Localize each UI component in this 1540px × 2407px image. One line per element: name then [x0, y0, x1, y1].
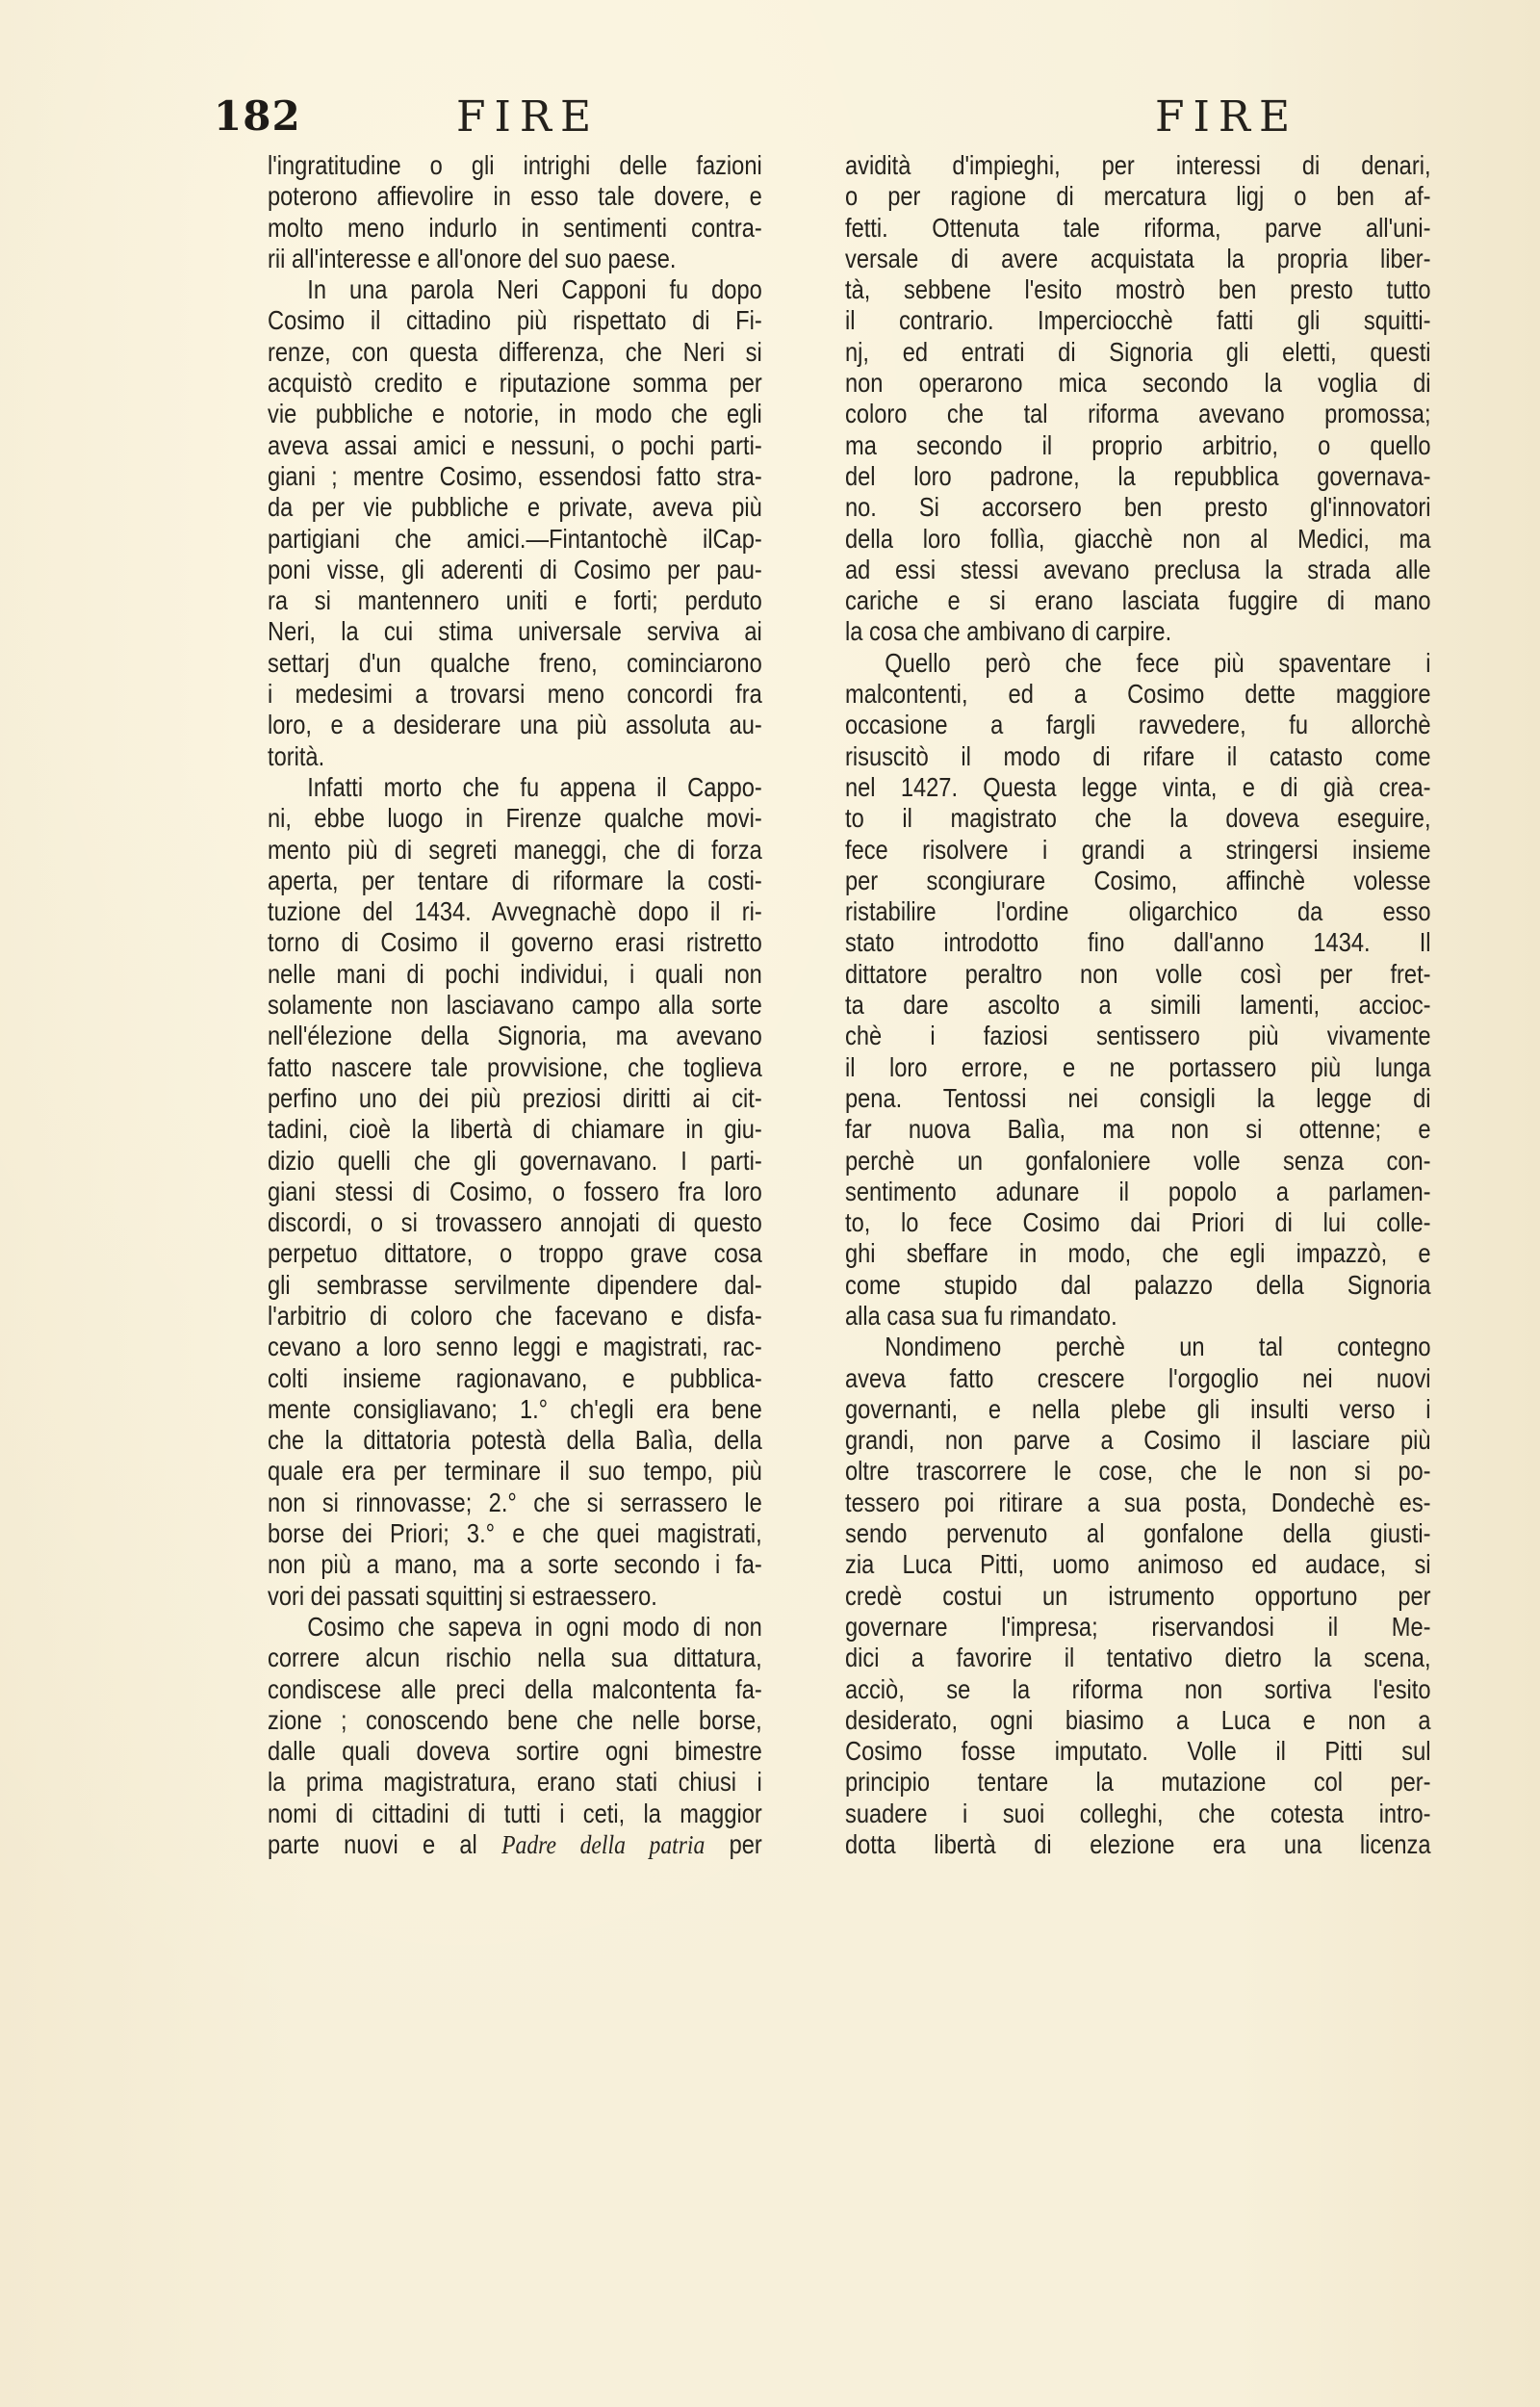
text-line: versale di avere acquistata la propria liber- [845, 243, 1431, 273]
text-line: mente consigliavano; 1.° ch'egli era bene [268, 1393, 762, 1424]
text-line: l'arbitrio di coloro che facevano e disfa- [268, 1300, 762, 1331]
text-line: l'ingratitudine o gli intrighi delle fazioni [268, 150, 762, 180]
text-line: ni, ebbe luogo in Firenze qualche movi- [268, 803, 762, 834]
text-line: per scongiurare Cosimo, affinchè volesse [845, 865, 1431, 895]
text-line: acquistò credito e riputazione somma per [268, 368, 762, 399]
text-line: ma secondo il proprio arbitrio, o quello [845, 429, 1431, 460]
text-line: perchè un gonfaloniere volle senza con- [845, 1145, 1431, 1176]
text-line: alla casa sua fu rimandato. [845, 1300, 1117, 1331]
text-line: aveva fatto crescere l'orgoglio nei nuovi [845, 1362, 1431, 1393]
text-line: avidità d'impieghi, per interessi di denari, [845, 150, 1431, 180]
text-line: non si rinnovasse; 2.° che si serrassero le [268, 1487, 762, 1517]
text-line: fece risolvere i grandi a stringersi insieme [845, 834, 1431, 865]
text-line: vie pubbliche e notorie, in modo che egli [268, 399, 762, 429]
text-line: governanti, e nella plebe gli insulti verso i [845, 1393, 1431, 1424]
text-line: grandi, non parve a Cosimo il lasciare più [845, 1425, 1431, 1456]
text-line: borse dei Priori; 3.° e che quei magistrati, [268, 1518, 762, 1549]
text-line: far nuova Balìa, ma non si ottenne; e [845, 1114, 1431, 1145]
text-line: oltre trascorrere le cose, che le non si po- [845, 1456, 1431, 1487]
text-line: governare l'impresa; riservandosi il Me- [845, 1611, 1431, 1642]
text-line: occasione a fargli ravvedere, fu allorchè [845, 710, 1431, 740]
text-line: dizio quelli che gli governavano. I parti- [268, 1145, 762, 1176]
text-line: chè i faziosi sentissero più vivamente [845, 1021, 1431, 1051]
text-line: zia Luca Pitti, uomo animoso ed audace, si [845, 1549, 1431, 1580]
running-head-left: FIRE [456, 92, 601, 142]
running-head-right: FIRE [1155, 92, 1299, 142]
text-line: perfino uno dei più preziosi diritti ai cit- [268, 1082, 762, 1113]
italic-title-padre-della-patria: Padre della patria [501, 1829, 706, 1860]
text-line: dici a favorire il tentativo dietro la scena, [845, 1643, 1431, 1673]
text-line: tuzione del 1434. Avvegnachè dopo il ri- [268, 896, 762, 927]
text-line: stato introdotto fino dall'anno 1434. Il [845, 927, 1431, 958]
text-line: torità. [268, 740, 325, 771]
paragraph-first-line: Cosimo che sapeva in ogni modo di non [307, 1611, 762, 1642]
text-line: il contrario. Imperciocchè fatti gli squitti- [845, 305, 1431, 336]
text-line: fatto nascere tale provvisione, che toglieva [268, 1051, 762, 1082]
text-line: rii all'interesse e all'onore del suo paese. [268, 243, 677, 273]
text-line: tà, sebbene l'esito mostrò ben presto tutto [845, 274, 1431, 305]
text-line: torno di Cosimo il governo erasi ristretto [268, 927, 762, 958]
text-line: giani ; mentre Cosimo, essendosi fatto stra- [268, 460, 762, 491]
text-line: tadini, cioè la libertà di chiamare in giu- [268, 1114, 762, 1145]
text-line: nomi di cittadini di tutti i ceti, la maggior [268, 1798, 762, 1828]
text-line: o per ragione di mercatura ligj o ben af- [845, 181, 1431, 212]
text-line: che la dittatoria potestà della Balìa, della [268, 1425, 762, 1456]
text-line: molto meno indurlo in sentimenti contra- [268, 212, 762, 243]
text-line: to, lo fece Cosimo dai Priori di lui colle- [845, 1207, 1431, 1238]
text-line: desiderato, ogni biasimo a Luca e non a [845, 1704, 1431, 1735]
text-line: da per vie pubbliche e private, aveva più [268, 492, 762, 523]
text-line: renze, con questa differenza, che Neri si [268, 336, 762, 367]
text-fragment: per [729, 1829, 762, 1860]
text-line: loro, e a desiderare una più assoluta au- [268, 710, 762, 740]
text-line: dalle quali doveva sortire ogni bimestre [268, 1736, 762, 1767]
text-line: condiscese alle preci della malcontenta fa- [268, 1673, 762, 1704]
paragraph-first-line: Infatti morto che fu appena il Cappo- [307, 771, 762, 802]
text-line: tessero poi ritirare a sua posta, Dondechè es- [845, 1487, 1431, 1517]
paragraph-first-line: Quello però che fece più spaventare i [885, 647, 1431, 678]
paragraph-first-line: In una parola Neri Capponi fu dopo [307, 274, 762, 305]
text-line: coloro che tal riforma avevano promossa; [845, 399, 1431, 429]
text-line: Neri, la cui stima universale serviva ai [268, 616, 762, 647]
text-line: partigiani che amici.—Fintantochè ilCap- [268, 523, 762, 554]
text-line: perpetuo dittatore, o troppo grave cosa [268, 1238, 762, 1269]
paragraph-first-line: Nondimeno perchè un tal contegno [885, 1332, 1431, 1362]
text-line: non più a mano, ma a sorte secondo i fa- [268, 1549, 762, 1580]
text-line: giani stessi di Cosimo, o fossero fra loro [268, 1176, 762, 1206]
text-line: i medesimi a trovarsi meno concordi fra [268, 679, 762, 710]
text-line: sendo pervenuto al gonfalone della giusti- [845, 1518, 1431, 1549]
text-line: vori dei passati squittinj si estraessero. [268, 1580, 657, 1611]
text-line: settarj d'un qualche freno, cominciarono [268, 647, 762, 678]
text-line: ristabilire l'ordine oligarchico da esso [845, 896, 1431, 927]
text-line: acciò, se la riforma non sortiva l'esito [845, 1673, 1431, 1704]
text-line: discordi, o si trovassero annojati di questo [268, 1207, 762, 1238]
right-text-column [845, 150, 1432, 1860]
text-line: sentimento adunare il popolo a parlamen- [845, 1176, 1431, 1206]
text-line: nell'élezione della Signoria, ma avevano [268, 1021, 762, 1051]
text-line: fetti. Ottenuta tale riforma, parve all'uni- [845, 212, 1431, 243]
text-line: poni visse, gli aderenti di Cosimo per pau- [268, 554, 762, 584]
text-line: credè costui un istrumento opportuno per [845, 1580, 1431, 1611]
text-line: to il magistrato che la doveva eseguire, [845, 803, 1431, 834]
text-line: Cosimo il cittadino più rispettato di Fi- [268, 305, 762, 336]
text-line: la prima magistratura, erano stati chiusi i [268, 1767, 762, 1798]
page-number: 182 [214, 92, 301, 140]
text-line: risuscitò il modo di rifare il catasto come [845, 740, 1431, 771]
text-line: ad essi stessi avevano preclusa la strada alle [845, 554, 1431, 584]
text-line: cevano a loro senno leggi e magistrati, rac- [268, 1332, 762, 1362]
text-line: quale era per terminare il suo tempo, più [268, 1456, 762, 1487]
text-line: come stupido dal palazzo della Signoria [845, 1269, 1431, 1300]
text-line: dotta libertà di elezione era una licenza [845, 1829, 1431, 1860]
text-line: solamente non lasciavano campo alla sorte [268, 990, 762, 1021]
text-line-with-italic [268, 1829, 762, 1860]
text-line: suadere i suoi colleghi, che cotesta intro- [845, 1798, 1431, 1828]
text-line: aperta, per tentare di riformare la costi- [268, 865, 762, 895]
text-line: ra si mantennero uniti e forti; perduto [268, 585, 762, 616]
text-line: Cosimo fosse imputato. Volle il Pitti sul [845, 1736, 1431, 1767]
text-line: aveva assai amici e nessuni, o pochi parti- [268, 429, 762, 460]
text-line: pena. Tentossi nei consigli la legge di [845, 1082, 1431, 1113]
text-line: la cosa che ambivano di carpire. [845, 616, 1172, 647]
text-line: dittatore peraltro non volle così per fret- [845, 958, 1431, 989]
text-fragment: parte nuovi e al [268, 1829, 477, 1860]
text-line: principio tentare la mutazione col per- [845, 1767, 1431, 1798]
text-line: non operarono mica secondo la voglia di [845, 368, 1431, 399]
text-line: gli sembrasse servilmente dipendere dal- [268, 1269, 762, 1300]
text-line: della loro follìa, giacchè non al Medici, ma [845, 523, 1431, 554]
text-line: cariche e si erano lasciata fuggire di mano [845, 585, 1431, 616]
left-text-column [268, 150, 763, 1860]
text-line: ta dare ascolto a simili lamenti, accioc- [845, 990, 1431, 1021]
page-header [214, 92, 1436, 150]
text-line: nel 1427. Questa legge vinta, e di già crea- [845, 771, 1431, 802]
text-line: poterono affievolire in esso tale dovere, e [268, 181, 762, 212]
text-line: nelle mani di pochi individui, i quali non [268, 958, 762, 989]
text-line: correre alcun rischio nella sua dittatura, [268, 1643, 762, 1673]
text-line: nj, ed entrati di Signoria gli eletti, questi [845, 336, 1431, 367]
text-line: colti insieme ragionavano, e pubblica- [268, 1362, 762, 1393]
text-line: mento più di segreti maneggi, che di forza [268, 834, 762, 865]
text-line: zione ; conoscendo bene che nelle borse, [268, 1704, 762, 1735]
text-line: il loro errore, e ne portassero più lunga [845, 1051, 1431, 1082]
text-line: del loro padrone, la repubblica governava- [845, 460, 1431, 491]
text-line: malcontenti, ed a Cosimo dette maggiore [845, 679, 1431, 710]
text-line: ghi sbeffare in modo, che egli impazzò, e [845, 1238, 1431, 1269]
text-line: no. Si accorsero ben presto gl'innovatori [845, 492, 1431, 523]
